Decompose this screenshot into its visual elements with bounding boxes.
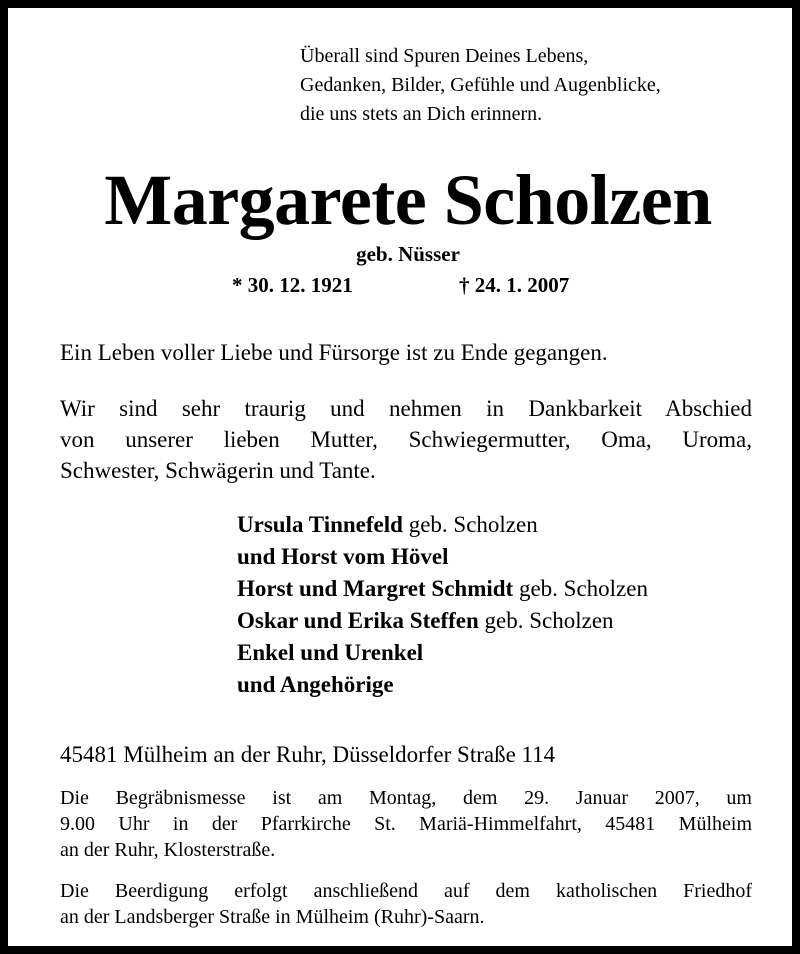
family-member [237, 541, 648, 573]
burial-info [60, 878, 752, 930]
family-member [237, 605, 648, 637]
maiden-name: geb. Nüsser [356, 242, 460, 266]
family-member-note: geb. Scholzen [402, 512, 538, 537]
death-date: † 24. 1. 2007 [459, 273, 570, 297]
farewell-paragraph [60, 393, 752, 486]
family-member-name: Ursula Tinnefeld [237, 512, 403, 537]
family-member-note: geb. Scholzen [478, 608, 614, 633]
poem-line: Überall sind Spuren Deines Lebens, [300, 45, 589, 67]
info-line: an der Ruhr, Klosterstraße. [60, 839, 276, 861]
family-member-name: Horst und Margret Schmidt [237, 576, 514, 601]
birth-date: * 30. 12. 1921 [232, 273, 353, 297]
info-line: an der Landsberger Straße in Mülheim (Ruhr)-Saarn. [60, 906, 485, 928]
info-line: 9.00 Uhr in der Pfarrkirche St. Mariä-Himmelfahrt, 45481 Mülheim [60, 813, 752, 835]
paragraph-line: von unserer lieben Mutter, Schwiegermutter, Oma, Uroma, [60, 427, 752, 452]
family-member [237, 573, 648, 605]
paragraph-line: Ein Leben voller Liebe und Fürsorge ist zu Ende gegangen. [60, 340, 608, 365]
family-member-name: Enkel und Urenkel [237, 640, 424, 665]
family-member [237, 637, 648, 669]
family-member-name: und Horst vom Hövel [237, 544, 449, 569]
paragraph-line: Schwester, Schwägerin und Tante. [60, 458, 376, 483]
intro-paragraph [60, 337, 752, 368]
family-member [237, 509, 648, 541]
info-line: Die Begräbnismesse ist am Montag, dem 29. Januar 2007, um [60, 787, 752, 809]
poem [300, 42, 661, 129]
family-list [237, 509, 648, 701]
poem-line: die uns stets an Dich erinnern. [300, 103, 543, 125]
family-member-name: und Angehörige [237, 672, 394, 697]
family-member [237, 669, 648, 701]
family-address: 45481 Mülheim an der Ruhr, Düsseldorfer Straße 114 [60, 742, 556, 767]
info-line: Die Beerdigung erfolgt anschließend auf dem katholischen Friedhof [60, 880, 752, 902]
funeral-mass-info [60, 785, 752, 863]
poem-line: Gedanken, Bilder, Gefühle und Augenblicke, [300, 74, 661, 96]
family-member-name: Oskar und Erika Steffen [237, 608, 479, 633]
paragraph-line: Wir sind sehr traurig und nehmen in Dankbarkeit Abschied [60, 396, 752, 421]
family-member-note: geb. Scholzen [513, 576, 648, 601]
deceased-name: Margarete Scholzen [104, 160, 712, 240]
